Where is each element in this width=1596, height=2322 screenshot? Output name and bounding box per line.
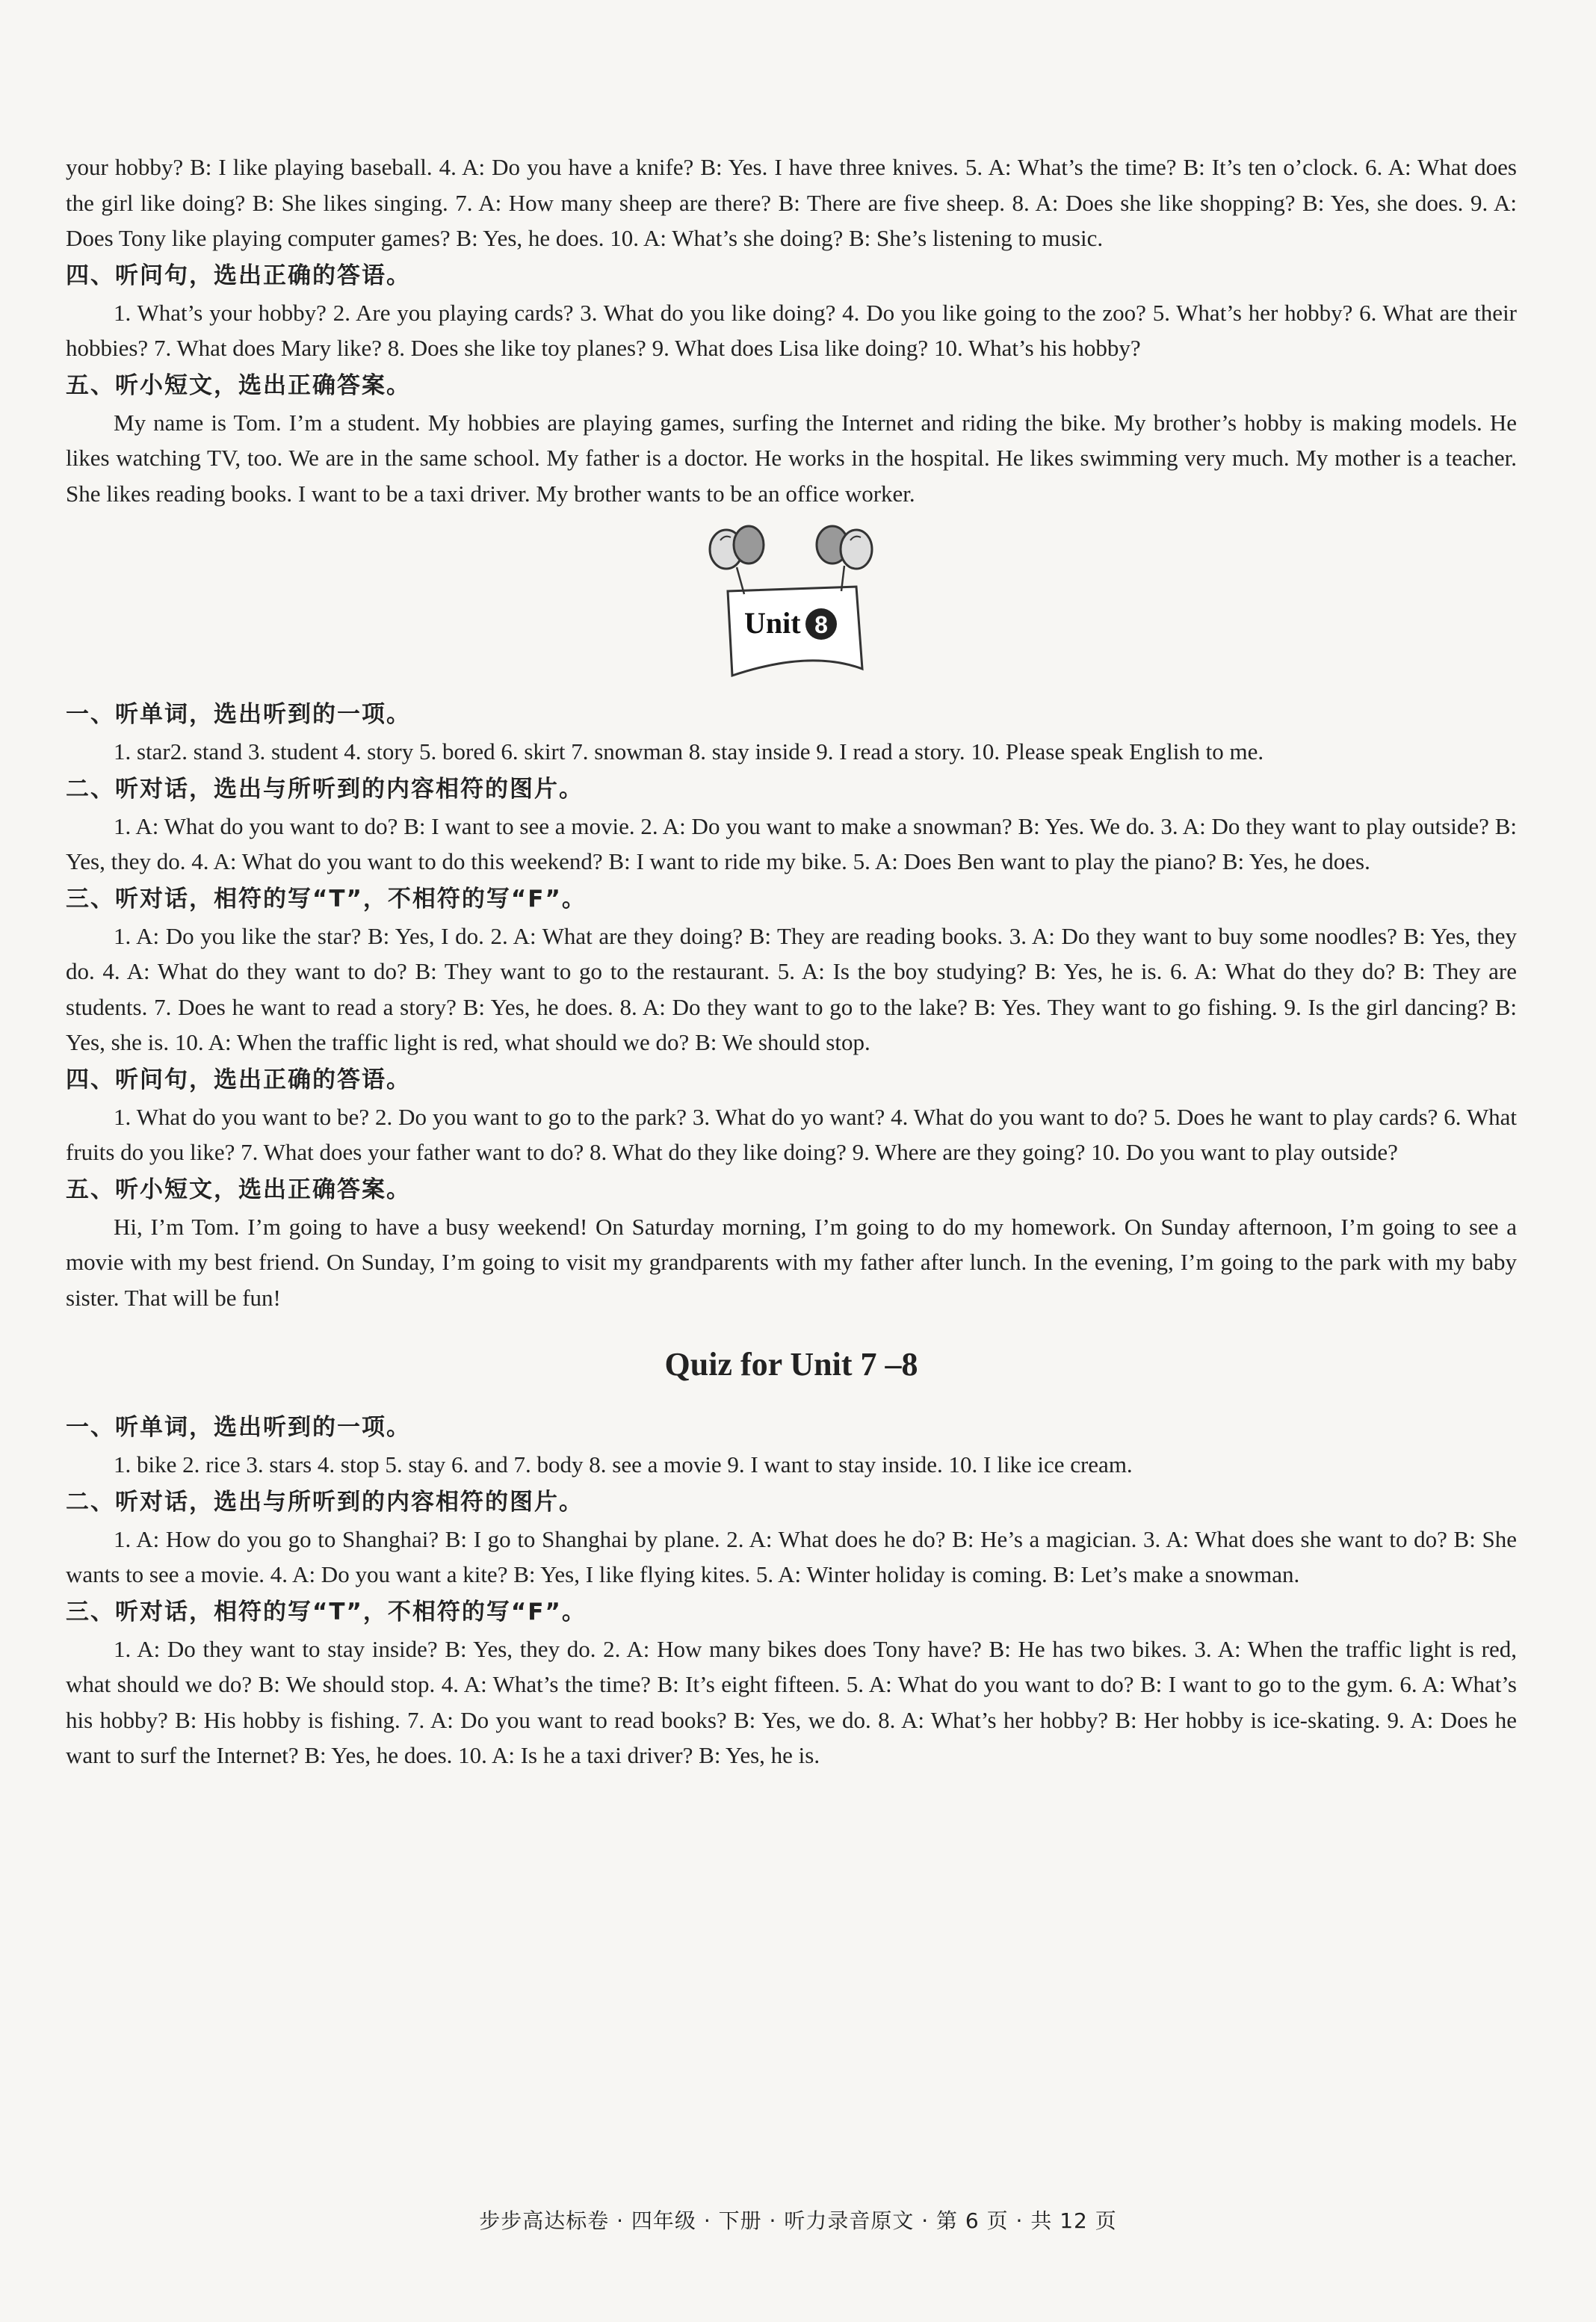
paragraph-true-false-dialogues: 1. A: Do you like the star? B: Yes, I do. 2. A: What are they doing? B: They are reading books. 3. A: Do they want to buy some noodles? B: Yes, they do. 4. A: What do they want to do? B: They want to go to the restaurant. 5. A: Is the boy studying? B: Yes, he is. 6. A: What do they do? B: They are students. 7. Does he want to read a story? B: Yes, he does. 8. A: Do they want to go to the lake? B: Yes. They want to go fishing. 9. Is the girl dancing? B: Yes, she is. 10. A: When the traffic light is red, what should we do? B: We should stop. — [66, 922, 1517, 1055]
section-heading-5: 五、听小短文，选出正确答案。 — [66, 1176, 411, 1203]
section-heading-2: 二、听对话，选出与所听到的内容相符的图片。 — [66, 775, 584, 803]
paragraph-true-false-dialogues: 1. A: Do they want to stay inside? B: Yes, they do. 2. A: How many bikes does Tony have? B: He has two bikes. 3. A: When the traffic light is red, what should we do? B: We should stop. 4. A: What’s the time? B: It’s eight fifteen. 5. A: What do you want to do? B: I want to go to the gym. 6. A: What’s his hobby? B: His hobby is fishing. 7. A: Do you want to read books? B: Yes, we do. 8. A: What’s her hobby? B: Her hobby is ice-skating. 9. A: Does he want to surf the Internet? B: Yes, he does. 10. A: Is he a taxi driver? B: Yes, he is. — [66, 1635, 1517, 1768]
section-heading-3: 三、听对话，相符的写“T”，不相符的写“F”。 — [66, 1598, 587, 1625]
section-heading-2: 二、听对话，选出与所听到的内容相符的图片。 — [66, 1488, 584, 1516]
unit-number: 8 — [814, 611, 828, 638]
section-heading-4: 四、听问句，选出正确的答语。 — [66, 1066, 411, 1093]
paragraph-picture-dialogues: 1. A: How do you go to Shanghai? B: I go to Shanghai by plane. 2. A: What does he do? B: He’s a magician. 3. A: What does she want to do? B: She wants to see a movie. 4. A: Do you want a kite? B: Yes, I like flying kites. 5. A: Winter holiday is coming. B: Let’s make a snowman. — [66, 1525, 1517, 1587]
unit-label: Unit — [744, 606, 801, 640]
section-heading-3: 三、听对话，相符的写“T”，不相符的写“F”。 — [66, 885, 587, 913]
paragraph-continued-dialogues: your hobby? B: I like playing baseball. 4. A: Do you have a knife? B: Yes. I have three knives. 5. A: What’s the time? B: It’s ten o’clock. 6. A: What does the girl like doing? B: She likes singing. 7. A: How many sheep are there? B: There are five sheep. 8. A: Does she like shopping? B: Yes, she does. 9. A: Does Tony like playing computer games? B: Yes, he does. 10. A: What’s she doing? B: She’s listening to music. — [66, 154, 1517, 251]
section-heading-4: 四、听问句，选出正确的答语。 — [66, 262, 411, 289]
quiz-title: Quiz for Unit 7 –8 — [664, 1346, 918, 1383]
paragraph-picture-dialogues: 1. A: What do you want to do? B: I want to see a movie. 2. A: Do you want to make a snowman? B: Yes. We do. 3. A: Do they want to play outside? B: Yes, they do. 4. A: What do you want to do this weekend? B: I want to ride my bike. 5. A: Does Ben want to play the piano? B: Yes, he does. — [66, 812, 1517, 874]
unit-8-section — [66, 695, 1517, 1315]
section-heading-1: 一、听单词，选出听到的一项。 — [66, 1414, 411, 1441]
paragraph-short-passage: My name is Tom. I’m a student. My hobbies are playing games, surfing the Internet and riding the bike. My brother’s hobby is making models. He likes watching TV, too. We are in the same school. My father is a doctor. He works in the hospital. He likes swimming very much. My mother is a teacher. She likes reading books. I want to be a taxi driver. My brother wants to be an office worker. — [66, 409, 1517, 507]
section-heading-1: 一、听单词，选出听到的一项。 — [66, 701, 411, 728]
paragraph-words: 1. star2. stand 3. student 4. story 5. bored 6. skirt 7. snowman 8. stay inside 9. I read a story. 10. Please speak English to me. — [114, 738, 1264, 765]
quiz-section — [66, 1408, 1517, 1773]
paragraph-questions: 1. What do you want to be? 2. Do you want to go to the park? 3. What do yo want? 4. What do you want to do? 5. Does he want to play cards? 6. What fruits do you like? 7. What does your father want to do? 8. What do they like doing? 9. Where are they going? 10. Do you want to play outside? — [66, 1103, 1517, 1165]
paragraph-questions: 1. What’s your hobby? 2. Are you playing cards? 3. What do you like doing? 4. Do you like going to the zoo? 5. What’s her hobby? 6. What are their hobbies? 7. What does Mary like? 8. Does she like toy planes? 9. What does Lisa like doing? 10. What’s his hobby? — [66, 299, 1517, 361]
paragraph-words: 1. bike 2. rice 3. stars 4. stop 5. stay 6. and 7. body 8. see a movie 9. I want to stay inside. 10. I like ice cream. — [114, 1451, 1133, 1478]
page-footer: 步步高达标卷 · 四年级 · 下册 · 听力录音原文 · 第 6 页 · 共 12 页 — [479, 2208, 1117, 2233]
unit-badge — [66, 519, 1517, 691]
section-heading-5: 五、听小短文，选出正确答案。 — [66, 371, 411, 399]
paragraph-short-passage: Hi, I’m Tom. I’m going to have a busy weekend! On Saturday morning, I’m going to do my homework. On Sunday afternoon, I’m going to see a movie with my best friend. On Sunday, I’m going to visit my grandparents with my father after lunch. In the evening, I’m going to the park with my baby sister. That will be fun! — [66, 1213, 1517, 1311]
balloon-banner-icon — [698, 522, 885, 687]
